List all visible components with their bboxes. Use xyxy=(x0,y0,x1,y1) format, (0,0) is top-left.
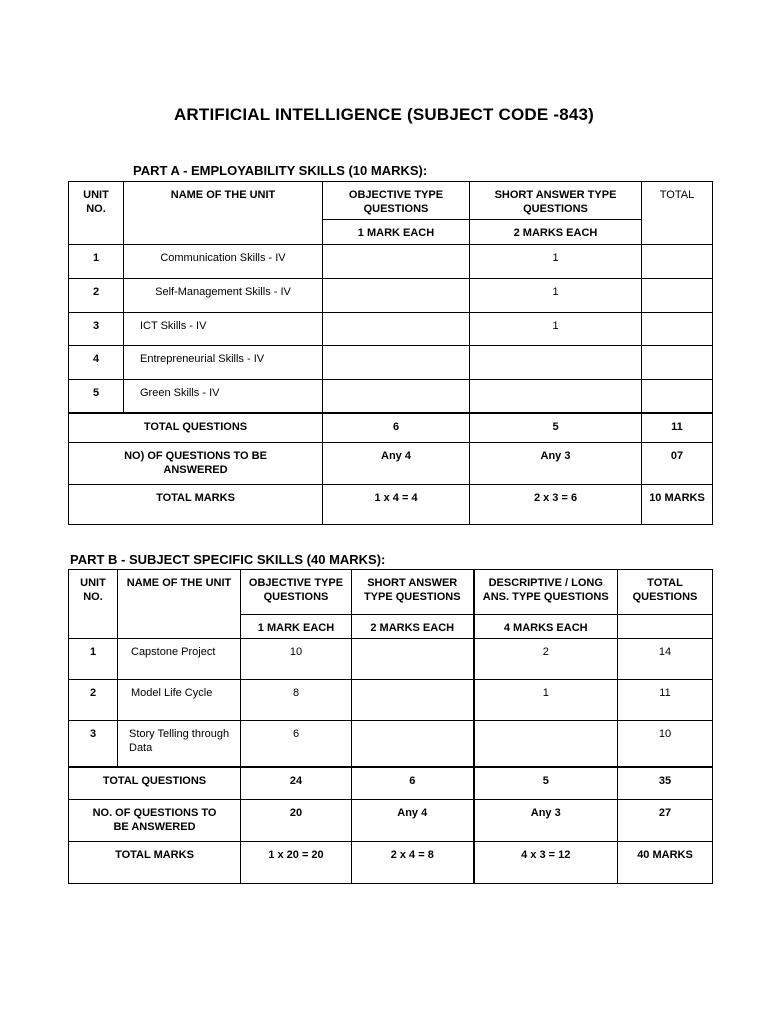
total-questions-row xyxy=(69,767,713,800)
total-marks-row xyxy=(69,485,713,525)
short-count xyxy=(470,346,642,380)
objective-count xyxy=(323,346,470,380)
short-count xyxy=(352,721,474,767)
descriptive-count xyxy=(474,721,618,767)
marks-total: 40 MARKS xyxy=(618,842,713,884)
short-count xyxy=(470,380,642,413)
unit-no: 3 xyxy=(69,313,124,346)
header-unit-no: UNIT NO. xyxy=(69,570,118,639)
total-short: 6 xyxy=(352,767,474,800)
answer-total: 27 xyxy=(618,800,713,842)
objective-count: 6 xyxy=(241,721,352,767)
document-title: ARTIFICIAL INTELLIGENCE (SUBJECT CODE -843) xyxy=(173,105,595,124)
objective-count xyxy=(323,313,470,346)
descriptive-count: 1 xyxy=(474,680,618,721)
total-marks-row xyxy=(69,842,713,884)
part-a-heading: PART A - EMPLOYABILITY SKILLS (10 MARKS): xyxy=(133,163,428,178)
header-objective-marks: 1 MARK EACH xyxy=(323,220,470,245)
header-objective-marks: 1 MARK EACH xyxy=(241,615,352,639)
part-b-heading: PART B - SUBJECT SPECIFIC SKILLS (40 MARKS): xyxy=(70,552,386,567)
unit-no: 5 xyxy=(69,380,124,413)
unit-no: 1 xyxy=(69,639,118,680)
unit-name: Self-Management Skills - IV xyxy=(124,279,323,313)
marks-descriptive: 4 x 3 = 12 xyxy=(474,842,618,884)
objective-count: 10 xyxy=(241,639,352,680)
short-count xyxy=(352,680,474,721)
answer-descriptive: Any 3 xyxy=(474,800,618,842)
row-total xyxy=(642,245,713,279)
table-row xyxy=(69,245,713,279)
unit-name: Story Telling through Data xyxy=(118,721,241,767)
to-answer-row xyxy=(69,800,713,842)
header-descriptive-marks: 4 MARKS EACH xyxy=(474,615,618,639)
marks-total: 10 MARKS xyxy=(642,485,713,525)
total-questions-label: TOTAL QUESTIONS xyxy=(69,413,323,443)
objective-count xyxy=(323,245,470,279)
total-short: 5 xyxy=(470,413,642,443)
to-answer-row xyxy=(69,443,713,485)
unit-no: 1 xyxy=(69,245,124,279)
row-total xyxy=(642,313,713,346)
table-row xyxy=(69,279,713,313)
row-total: 10 xyxy=(618,721,713,767)
table-row xyxy=(69,380,713,413)
answer-total: 07 xyxy=(642,443,713,485)
header-total-questions: TOTAL QUESTIONS xyxy=(618,570,713,615)
table-row xyxy=(69,721,713,767)
row-total: 14 xyxy=(618,639,713,680)
header-blank xyxy=(618,615,713,639)
total-all: 11 xyxy=(642,413,713,443)
answer-short: Any 3 xyxy=(470,443,642,485)
header-unit-name: NAME OF THE UNIT xyxy=(124,182,323,245)
total-all: 35 xyxy=(618,767,713,800)
table-row xyxy=(69,639,713,680)
answer-objective: 20 xyxy=(241,800,352,842)
unit-no: 4 xyxy=(69,346,124,380)
row-total: 11 xyxy=(618,680,713,721)
answer-objective: Any 4 xyxy=(323,443,470,485)
total-marks-label: TOTAL MARKS xyxy=(69,842,241,884)
part-b-table xyxy=(68,569,713,884)
unit-name: Capstone Project xyxy=(118,639,241,680)
total-objective: 6 xyxy=(323,413,470,443)
header-objective: OBJECTIVE TYPE QUESTIONS xyxy=(241,570,352,615)
unit-name: ICT Skills - IV xyxy=(124,313,323,346)
marks-objective: 1 x 4 = 4 xyxy=(323,485,470,525)
header-total: TOTAL xyxy=(642,182,713,245)
to-answer-label: NO) OF QUESTIONS TO BE ANSWERED xyxy=(69,443,323,485)
part-a-table xyxy=(68,181,713,525)
short-count xyxy=(352,639,474,680)
total-marks-label: TOTAL MARKS xyxy=(69,485,323,525)
unit-name: Entrepreneurial Skills - IV xyxy=(124,346,323,380)
table-row xyxy=(69,313,713,346)
objective-count xyxy=(323,279,470,313)
header-objective: OBJECTIVE TYPE QUESTIONS xyxy=(323,182,470,220)
short-count: 1 xyxy=(470,279,642,313)
short-count: 1 xyxy=(470,313,642,346)
total-objective: 24 xyxy=(241,767,352,800)
header-short-answer: SHORT ANSWER TYPE QUESTIONS xyxy=(352,570,474,615)
total-questions-label: TOTAL QUESTIONS xyxy=(69,767,241,800)
total-descriptive: 5 xyxy=(474,767,618,800)
unit-name: Green Skills - IV xyxy=(124,380,323,413)
unit-name: Model Life Cycle xyxy=(118,680,241,721)
objective-count: 8 xyxy=(241,680,352,721)
header-short-marks: 2 MARKS EACH xyxy=(470,220,642,245)
unit-no: 2 xyxy=(69,279,124,313)
header-unit-name: NAME OF THE UNIT xyxy=(118,570,241,639)
header-short-marks: 2 MARKS EACH xyxy=(352,615,474,639)
answer-short: Any 4 xyxy=(352,800,474,842)
header-unit-no: UNIT NO. xyxy=(69,182,124,245)
unit-no: 3 xyxy=(69,721,118,767)
row-total xyxy=(642,380,713,413)
row-total xyxy=(642,279,713,313)
row-total xyxy=(642,346,713,380)
header-short-answer: SHORT ANSWER TYPE QUESTIONS xyxy=(470,182,642,220)
table-row xyxy=(69,680,713,721)
short-count: 1 xyxy=(470,245,642,279)
unit-name: Communication Skills - IV xyxy=(124,245,323,279)
marks-short: 2 x 3 = 6 xyxy=(470,485,642,525)
total-questions-row xyxy=(69,413,713,443)
descriptive-count: 2 xyxy=(474,639,618,680)
marks-short: 2 x 4 = 8 xyxy=(352,842,474,884)
to-answer-label: NO. OF QUESTIONS TO BE ANSWERED xyxy=(69,800,241,842)
unit-no: 2 xyxy=(69,680,118,721)
marks-objective: 1 x 20 = 20 xyxy=(241,842,352,884)
table-row xyxy=(69,346,713,380)
header-descriptive: DESCRIPTIVE / LONG ANS. TYPE QUESTIONS xyxy=(474,570,618,615)
objective-count xyxy=(323,380,470,413)
